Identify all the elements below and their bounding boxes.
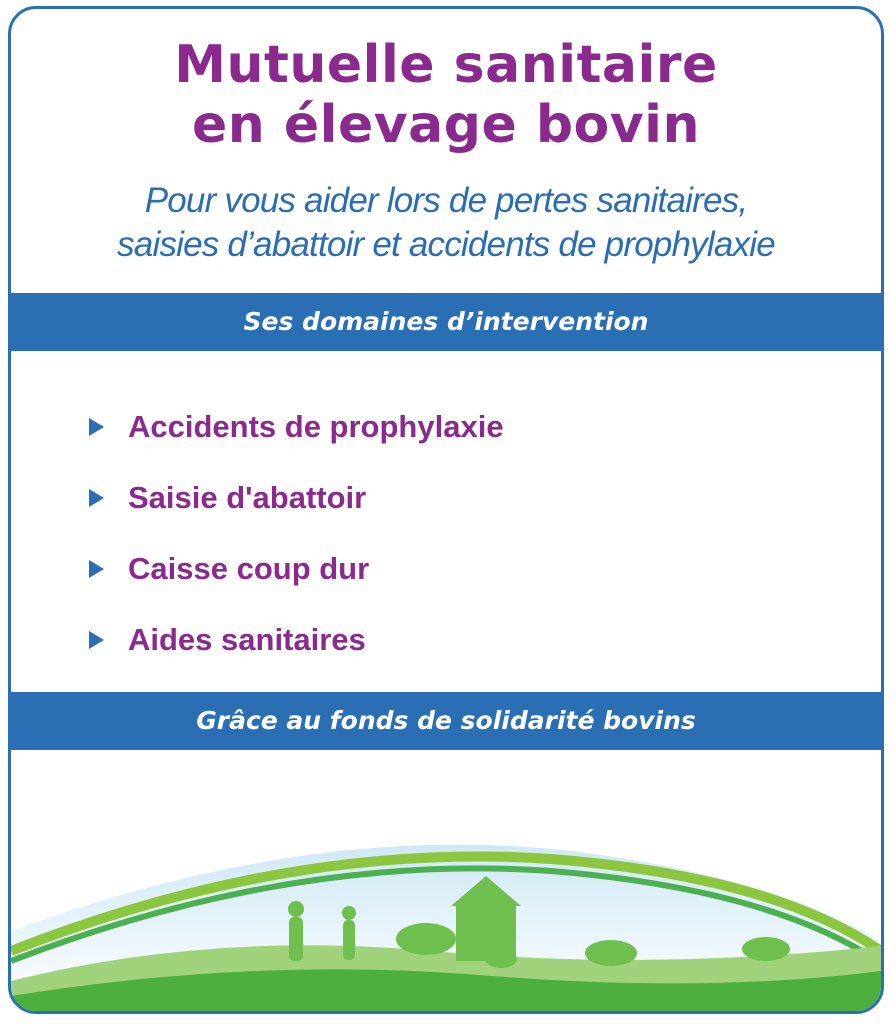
arrow-bullet-icon	[89, 418, 104, 436]
arrow-bullet-icon	[89, 631, 104, 649]
section-heading-band	[11, 293, 881, 351]
arrow-bullet-icon	[89, 489, 104, 507]
section-heading: Ses domaines d’intervention	[243, 307, 649, 336]
info-card	[8, 6, 884, 1014]
title-line-1: Mutuelle sanitaire	[174, 35, 718, 95]
list-item	[89, 604, 504, 675]
list-item-label: Saisie d'abattoir	[128, 479, 367, 515]
horse-silhouette	[742, 937, 790, 961]
list-item	[89, 462, 504, 533]
person-body	[343, 920, 355, 960]
subtitle-line-1: Pour vous aider lors de pertes sanitaires,	[144, 181, 748, 220]
cow-silhouette	[396, 923, 456, 955]
subtitle	[11, 179, 881, 267]
footer-band	[11, 692, 881, 750]
page-title	[11, 35, 881, 155]
person-body	[289, 917, 303, 961]
subtitle-line-2: saisies d’abattoir et accidents de prophylaxie	[117, 225, 775, 264]
list-item	[89, 533, 504, 604]
intervention-list	[89, 391, 504, 675]
person-head	[342, 906, 356, 920]
pig-silhouette	[485, 950, 517, 968]
footer-band-text: Grâce au fonds de solidarité bovins	[196, 706, 696, 735]
list-item-label: Accidents de prophylaxie	[128, 408, 504, 444]
person-head	[288, 901, 304, 917]
cow-silhouette	[585, 940, 637, 966]
farm-landscape-illustration	[11, 781, 881, 1011]
list-item	[89, 391, 504, 462]
title-line-2: en élevage bovin	[191, 95, 701, 155]
list-item-label: Aides sanitaires	[128, 621, 366, 657]
arrow-bullet-icon	[89, 560, 104, 578]
list-item-label: Caisse coup dur	[128, 550, 370, 586]
